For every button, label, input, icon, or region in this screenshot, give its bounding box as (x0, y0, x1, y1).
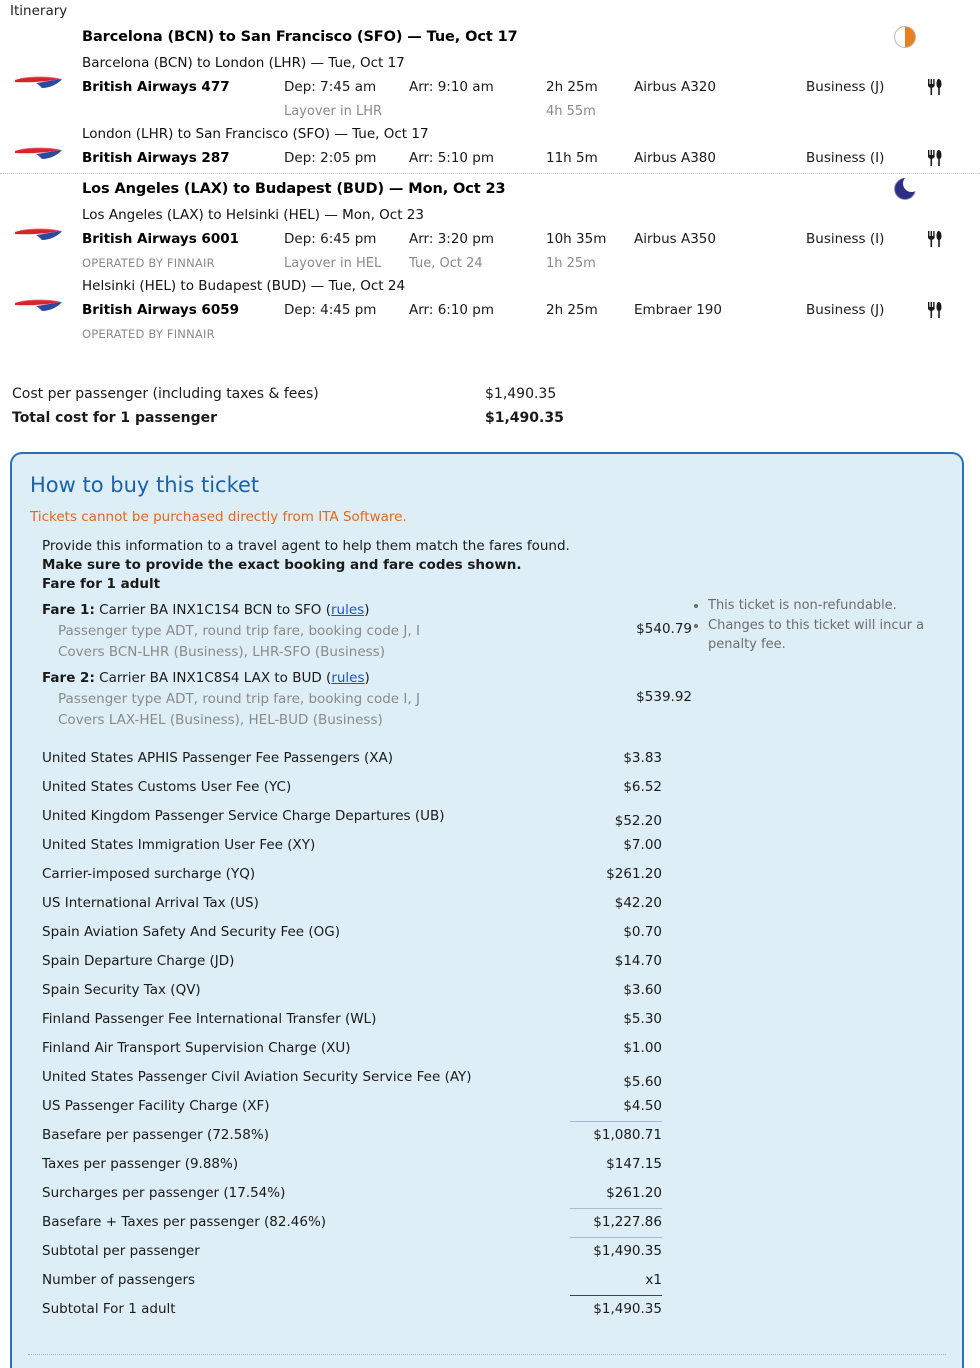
flight-number: British Airways 287 (82, 150, 230, 166)
fee-label: Finland Passenger Fee International Transfer (WL) (42, 1011, 377, 1027)
trip (0, 22, 980, 173)
fee-row (12, 1063, 692, 1092)
fare-price: $539.92 (636, 689, 692, 705)
aircraft-type: Airbus A380 (634, 150, 716, 166)
fee-row (12, 1295, 692, 1324)
fee-label: United States Customs User Fee (YC) (42, 779, 292, 795)
segment-route: Helsinki (HEL) to Budapest (BUD) — Tue, Oct 24 (82, 278, 406, 294)
moon-icon (894, 178, 916, 200)
segment-main-row (0, 226, 980, 252)
fee-value: $5.30 (623, 1011, 662, 1027)
fare-heading: Fare 2: Carrier BA INX1C8S4 LAX to BUD (rules) (42, 670, 370, 686)
layover-date: Tue, Oct 24 (409, 256, 483, 271)
fee-value: $5.60 (623, 1074, 662, 1090)
flight-segment (0, 52, 980, 123)
layover-duration: 1h 25m (546, 256, 596, 271)
fee-label: United Kingdom Passenger Service Charge Departures (UB) (42, 808, 445, 824)
fee-label: Subtotal For 1 adult (42, 1301, 176, 1317)
fee-row (12, 1034, 692, 1063)
cabin-class: Business (J) (806, 302, 885, 318)
fare-heading: Fare 1: Carrier BA INX1C1S4 BCN to SFO (rules) (42, 602, 370, 618)
fare-rules-link[interactable]: rules (331, 670, 365, 686)
cabin-class: Business (J) (806, 79, 885, 95)
trip-header (0, 174, 980, 204)
fee-row (12, 1208, 692, 1237)
aircraft-type: Airbus A320 (634, 79, 716, 95)
fee-row (12, 1150, 692, 1179)
fee-value: $7.00 (623, 837, 662, 853)
meal-icon (926, 78, 944, 96)
itinerary-label: Itinerary (10, 3, 68, 19)
fee-label: United States Immigration User Fee (XY) (42, 837, 316, 853)
itinerary-list (0, 22, 980, 346)
fee-label: United States APHIS Passenger Fee Passengers (XA) (42, 750, 393, 766)
segment-route: Los Angeles (LAX) to Helsinki (HEL) — Mon, Oct 23 (82, 207, 424, 223)
aircraft-type: Airbus A350 (634, 231, 716, 247)
panel-bottom-divider (28, 1354, 946, 1355)
segment-sub-row (0, 100, 980, 123)
total-cost-value: $1,490.35 (485, 410, 564, 426)
intro-line-3: Fare for 1 adult (42, 576, 161, 592)
fee-label: United States Passenger Civil Aviation Security Service Fee (AY) (42, 1069, 472, 1085)
flight-duration: 2h 25m (546, 79, 598, 95)
ticket-note: • Changes to this ticket will incur a penalty fee. (708, 616, 942, 654)
layover-duration: 4h 55m (546, 104, 596, 119)
fee-value: $42.20 (614, 895, 662, 911)
fee-row (12, 802, 692, 831)
fee-label: Basefare per passenger (72.58%) (42, 1127, 269, 1143)
layover-label: Layover in LHR (284, 104, 383, 119)
flight-number: British Airways 477 (82, 79, 230, 95)
arrival-time: Arr: 9:10 am (409, 79, 494, 95)
cost-per-passenger-row (0, 382, 700, 406)
fee-row (12, 976, 692, 1005)
fare-detail-line-2: Covers LAX-HEL (Business), HEL-BUD (Business) (58, 712, 383, 728)
fee-value: $261.20 (606, 1185, 662, 1201)
fare-detail-line-1: Passenger type ADT, round trip fare, booking code J, I (58, 623, 420, 639)
meal-icon-wrap (926, 301, 944, 319)
fare-list (12, 600, 692, 736)
fee-row (12, 1005, 692, 1034)
fee-value: $1.00 (623, 1040, 662, 1056)
fee-row (12, 1237, 692, 1266)
fee-value: x1 (645, 1272, 662, 1288)
flight-segment (0, 123, 980, 173)
fee-label: Carrier-imposed surcharge (YQ) (42, 866, 256, 882)
intro-line-1: Provide this information to a travel agent to help them match the fares found. (42, 538, 570, 554)
panel-intro (42, 537, 962, 594)
meal-icon (926, 301, 944, 319)
fare-label: Fare 1: (42, 602, 95, 618)
segment-sub-row (0, 323, 980, 346)
fare-block (12, 668, 692, 731)
arrival-time: Arr: 6:10 pm (409, 302, 495, 318)
fee-label: US Passenger Facility Charge (XF) (42, 1098, 270, 1114)
meal-icon-wrap (926, 78, 944, 96)
cost-summary (0, 382, 700, 430)
fee-value: $1,080.71 (593, 1127, 662, 1143)
fee-value: $3.83 (623, 750, 662, 766)
sun-icon (894, 26, 916, 48)
fee-row (12, 947, 692, 976)
segment-route: London (LHR) to San Francisco (SFO) — Tue, Oct 17 (82, 126, 429, 142)
flight-segment (0, 204, 980, 275)
cost-per-passenger-value: $1,490.35 (485, 386, 557, 402)
trip-header (0, 22, 980, 52)
fee-value: $6.52 (623, 779, 662, 795)
flight-number: British Airways 6001 (82, 231, 240, 247)
fee-label: Spain Aviation Safety And Security Fee (OG) (42, 924, 341, 940)
trip-title: Barcelona (BCN) to San Francisco (SFO) — Tue, Oct 17 (82, 29, 518, 45)
fee-value: $1,490.35 (593, 1243, 662, 1259)
fee-row (12, 773, 692, 802)
purchase-warning: Tickets cannot be purchased directly from ITA Software. (30, 509, 407, 525)
meal-icon-wrap (926, 230, 944, 248)
fare-detail-line-2: Covers BCN-LHR (Business), LHR-SFO (Business) (58, 644, 385, 660)
fee-row (12, 918, 692, 947)
fee-value: $1,490.35 (593, 1301, 662, 1317)
fee-row (12, 1092, 692, 1121)
ticket-note: • This ticket is non-refundable. (708, 596, 942, 615)
panel-title: How to buy this ticket (30, 473, 260, 497)
fare-rules-link[interactable]: rules (330, 602, 365, 618)
fee-label: Spain Departure Charge (JD) (42, 953, 235, 969)
fee-value: $147.15 (606, 1156, 662, 1172)
fee-value: $52.20 (614, 813, 662, 829)
flight-duration: 11h 5m (546, 150, 598, 166)
fee-row (12, 744, 692, 773)
cabin-class: Business (I) (806, 231, 885, 247)
total-cost-label: Total cost for 1 passenger (12, 410, 218, 426)
fee-value: $14.70 (614, 953, 662, 969)
segment-sub-row (0, 252, 980, 275)
fee-row (12, 1266, 692, 1295)
operated-by: OPERATED BY FINNAIR (82, 256, 215, 270)
total-cost-row (0, 406, 700, 430)
cabin-class: Business (I) (806, 150, 885, 166)
cost-per-passenger-label: Cost per passenger (including taxes & fees) (12, 386, 319, 402)
ticket-notes (692, 596, 942, 655)
meal-icon-wrap (926, 149, 944, 167)
departure-time: Dep: 2:05 pm (284, 150, 377, 166)
trip (0, 174, 980, 346)
flight-number: British Airways 6059 (82, 302, 240, 318)
departure-time: Dep: 7:45 am (284, 79, 377, 95)
departure-time: Dep: 4:45 pm (284, 302, 377, 318)
fee-label: Basefare + Taxes per passenger (82.46%) (42, 1214, 327, 1230)
layover-label: Layover in HEL (284, 256, 382, 271)
fee-value: $1,227.86 (593, 1214, 662, 1230)
segment-main-row (0, 145, 980, 171)
meal-icon (926, 149, 944, 167)
fee-value: $0.70 (623, 924, 662, 940)
arrival-time: Arr: 5:10 pm (409, 150, 495, 166)
segment-main-row (0, 74, 980, 100)
fee-row (12, 1179, 692, 1208)
fee-row (12, 889, 692, 918)
fee-row (12, 860, 692, 889)
trip-title: Los Angeles (LAX) to Budapest (BUD) — Mon, Oct 23 (82, 181, 506, 197)
meal-icon (926, 230, 944, 248)
fare-label: Fare 2: (42, 670, 95, 686)
fee-value: $4.50 (623, 1098, 662, 1114)
fee-label: Finland Air Transport Supervision Charge (XU) (42, 1040, 351, 1056)
flight-segment (0, 275, 980, 346)
fare-price: $540.79 (636, 621, 692, 637)
fee-label: Spain Security Tax (QV) (42, 982, 201, 998)
fee-label: Surcharges per passenger (17.54%) (42, 1185, 286, 1201)
fare-detail-line-1: Passenger type ADT, round trip fare, booking code I, J (58, 691, 420, 707)
fee-value: $261.20 (606, 866, 662, 882)
flight-duration: 2h 25m (546, 302, 598, 318)
segment-route: Barcelona (BCN) to London (LHR) — Tue, Oct 17 (82, 55, 405, 71)
fare-block (12, 600, 692, 663)
how-to-buy-panel (10, 452, 964, 1368)
fee-label: Number of passengers (42, 1272, 196, 1288)
operated-by: OPERATED BY FINNAIR (82, 327, 215, 341)
fee-row (12, 831, 692, 860)
arrival-time: Arr: 3:20 pm (409, 231, 495, 247)
flight-duration: 10h 35m (546, 231, 607, 247)
tax-breakdown (12, 744, 692, 1324)
intro-line-2: Make sure to provide the exact booking and fare codes shown. (42, 557, 522, 573)
fee-label: Subtotal per passenger (42, 1243, 200, 1259)
fee-row (12, 1121, 692, 1150)
fee-value: $3.60 (623, 982, 662, 998)
fee-label: Taxes per passenger (9.88%) (42, 1156, 239, 1172)
departure-time: Dep: 6:45 pm (284, 231, 377, 247)
fee-label: US International Arrival Tax (US) (42, 895, 259, 911)
segment-main-row (0, 297, 980, 323)
aircraft-type: Embraer 190 (634, 302, 722, 318)
